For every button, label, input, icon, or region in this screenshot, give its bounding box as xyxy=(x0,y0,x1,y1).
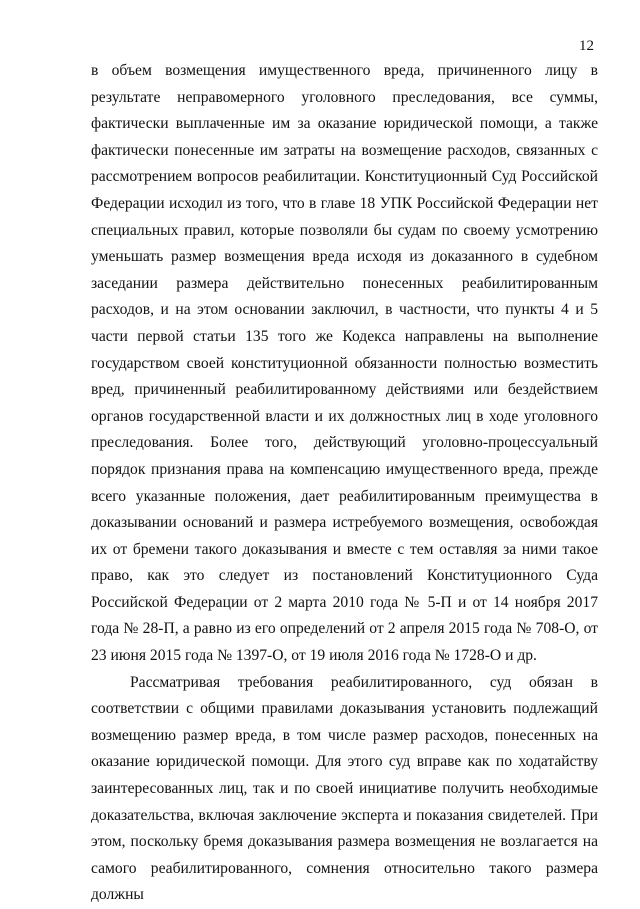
document-body xyxy=(91,58,598,909)
page-number: 12 xyxy=(579,38,594,54)
paragraph-1: в объем возмещения имущественного вреда, причиненного лицу в результате неправомерного уголовного преследования, все суммы, фактически выплаченные им за оказание юридической помощи, а также фактически понесенные им затраты на возмещение расходов, связанных с рассмотрением вопросов реабилитации. Конституционный Суд Российской Федерации исходил из того, что в главе 18 УПК Российской Федерации нет специальных правил, которые позволяли бы судам по своему усмотрению уменьшать размер возмещения вреда исходя из доказанного в судебном заседании размера действительно понесенных реабилитированным расходов, и на этом основании заключил, в частности, что пункты 4 и 5 части первой статьи 135 того же Кодекса направлены на выполнение государством своей конституционной обязанности полностью возместить вред, причиненный реабилитированному действиями или бездействием органов государственной власти и их должностных лиц в ходе уголовного преследования. Более того, действующий уголовно-процессуальный порядок признания права на компенсацию имущественного вреда, прежде всего указанные положения, дает реабилитированным преимущества в доказывании оснований и размера истребуемого возмещения, освобождая их от бремени такого доказывания и вместе с тем оставляя за ними такое право, как это следует из постановлений Конституционного Суда Российской Федерации от 2 марта 2010 года № 5-П и от 14 ноября 2017 года № 28-П, а равно из его определений от 2 апреля 2015 года № 708-О, от 23 июня 2015 года № 1397-О, от 19 июля 2016 года № 1728-О и др. xyxy=(91,62,598,665)
paragraph-2: Рассматривая требования реабилитированного, суд обязан в соответствии с общими правилами доказывания установить подлежащий возмещению размер вреда, в том числе размер расходов, понесенных на оказание юридической помощи. Для этого суд вправе как по ходатайству заинтересованных лиц, так и по своей инициативе получить необходимые доказательства, включая заключение эксперта и показания свидетелей. При этом, поскольку бремя доказывания размера возмещения не возлагается на самого реабилитированного, сомнения относительно такого размера должны xyxy=(91,673,598,904)
